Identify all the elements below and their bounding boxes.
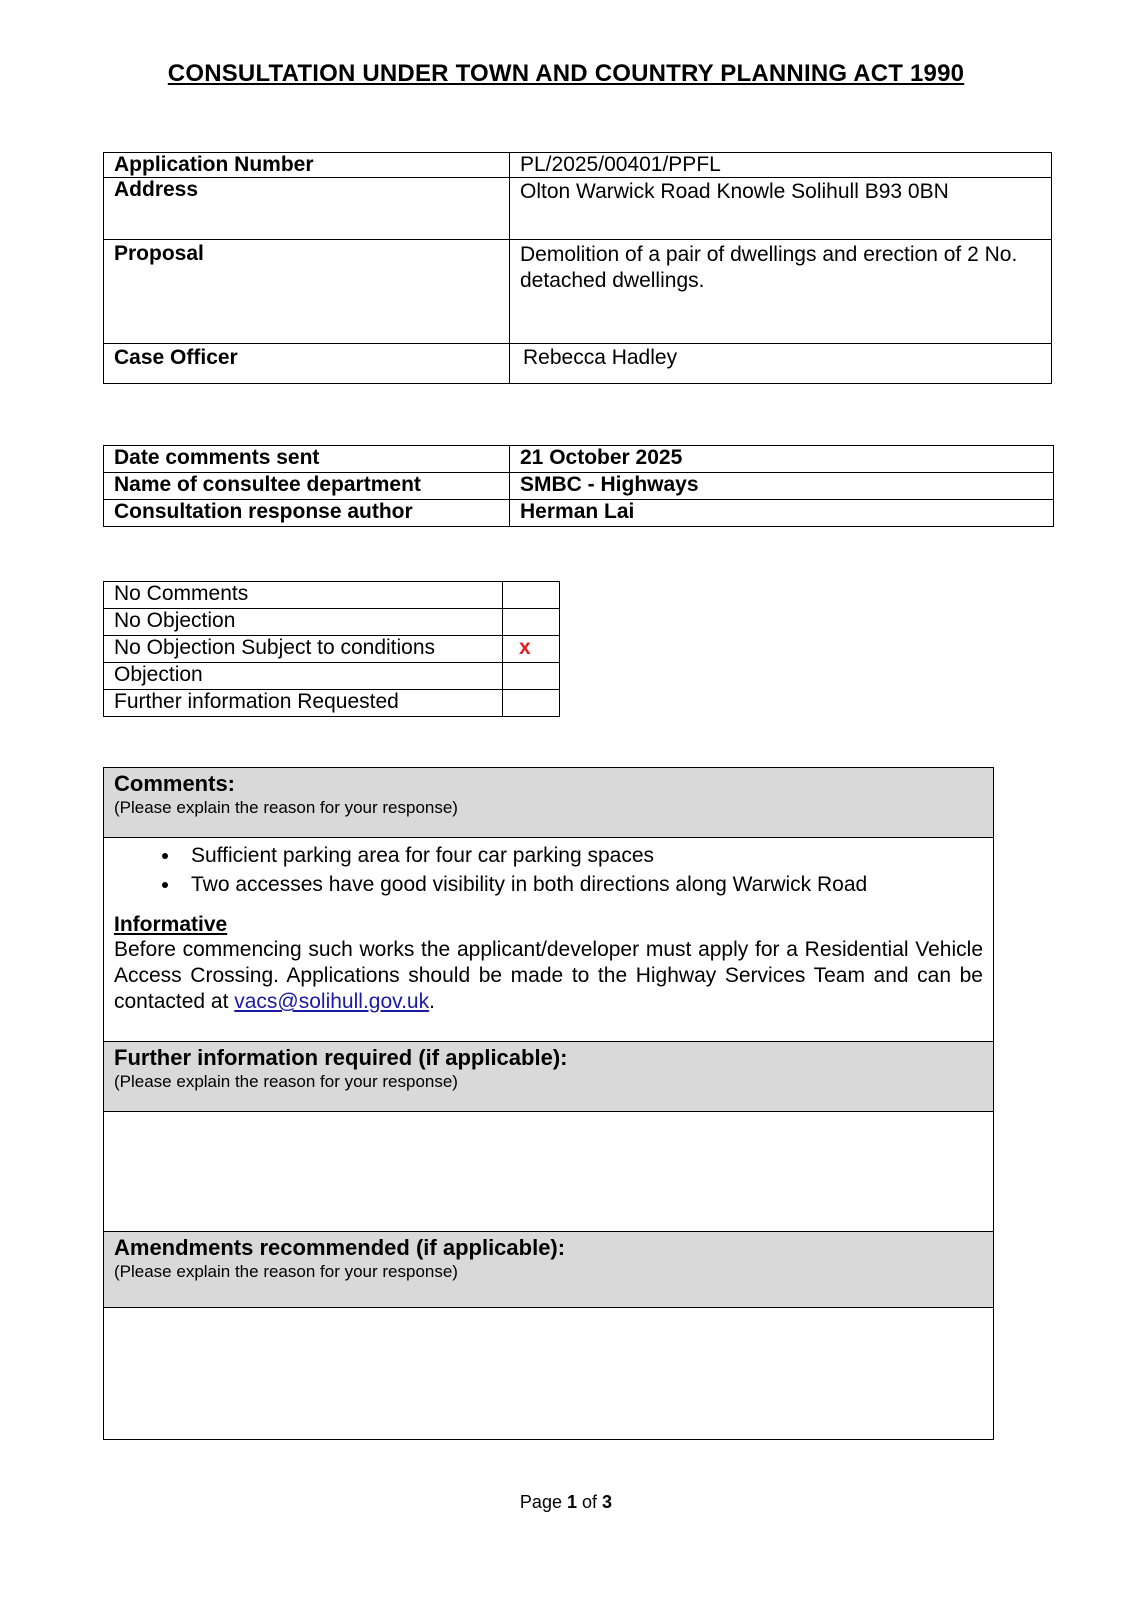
table-row xyxy=(104,446,1054,473)
comments-bullet-list xyxy=(114,841,983,899)
table-row xyxy=(104,690,560,717)
response-label: Objection xyxy=(104,663,503,690)
amendments-header-row xyxy=(104,1232,994,1308)
informative-heading: Informative xyxy=(114,913,228,936)
case-officer-value: Rebecca Hadley xyxy=(510,344,1052,384)
comments-heading: Comments: xyxy=(114,771,236,796)
further-info-subheading: (Please explain the reason for your response) xyxy=(114,1072,458,1091)
amendments-subheading: (Please explain the reason for your response) xyxy=(114,1262,458,1281)
email-link[interactable]: vacs@solihull.gov.uk xyxy=(234,990,430,1013)
informative-text-block xyxy=(114,937,983,1015)
response-checkbox[interactable] xyxy=(503,609,560,636)
response-label: No Objection xyxy=(104,609,503,636)
application-details-table xyxy=(103,152,1052,384)
page-number: 1 xyxy=(566,1492,577,1512)
of-word: of xyxy=(582,1492,598,1512)
table-row xyxy=(104,500,1054,527)
application-number-value: PL/2025/00401/PPFL xyxy=(510,153,1052,178)
table-row xyxy=(104,663,560,690)
further-info-header-cell xyxy=(104,1042,994,1112)
response-label: No Comments xyxy=(104,582,503,609)
response-checkbox-checked[interactable]: x xyxy=(503,636,560,663)
author-value: Herman Lai xyxy=(510,500,1054,527)
table-row xyxy=(104,473,1054,500)
proposal-label: Proposal xyxy=(104,240,510,344)
table-row xyxy=(104,153,1052,178)
comments-body-cell xyxy=(104,838,994,1042)
informative-text: Before commencing such works the applicant/developer must apply for a Residential Vehicle Access Crossing. Applications should be made to the Highway Services Team and can be contacted at xyxy=(114,938,983,1013)
response-checkbox[interactable] xyxy=(503,663,560,690)
table-row xyxy=(104,178,1052,240)
response-options-table xyxy=(103,581,560,717)
response-label: Further information Requested xyxy=(104,690,503,717)
comments-subheading: (Please explain the reason for your response) xyxy=(114,798,458,817)
response-checkbox[interactable] xyxy=(503,582,560,609)
amendments-header-cell xyxy=(104,1232,994,1308)
table-row xyxy=(104,344,1052,384)
further-info-body-cell[interactable] xyxy=(104,1112,994,1232)
further-info-heading: Further information required (if applicable): xyxy=(114,1045,568,1070)
further-info-header-row xyxy=(104,1042,994,1112)
response-label: No Objection Subject to conditions xyxy=(104,636,503,663)
amendments-body-row xyxy=(104,1308,994,1440)
table-row xyxy=(104,582,560,609)
date-sent-value: 21 October 2025 xyxy=(510,446,1054,473)
address-value: Olton Warwick Road Knowle Solihull B93 0BN xyxy=(510,178,1052,240)
table-row xyxy=(104,240,1052,344)
address-label: Address xyxy=(104,178,510,240)
date-sent-label: Date comments sent xyxy=(104,446,510,473)
comments-table xyxy=(103,767,994,1440)
page-total: 3 xyxy=(602,1492,613,1512)
comments-header-cell xyxy=(104,768,994,838)
table-row xyxy=(104,636,560,663)
department-value: SMBC - Highways xyxy=(510,473,1054,500)
page-word: Page xyxy=(519,1492,562,1512)
comments-body-row xyxy=(104,838,994,1042)
comments-header-row xyxy=(104,768,994,838)
list-item: • Two accesses have good visibility in both directions along Warwick Road xyxy=(181,870,983,899)
application-number-label: Application Number xyxy=(104,153,510,178)
table-row xyxy=(104,609,560,636)
further-info-body-row xyxy=(104,1112,994,1232)
case-officer-label: Case Officer xyxy=(104,344,510,384)
page-footer xyxy=(0,1492,1132,1513)
amendments-body-cell[interactable] xyxy=(104,1308,994,1440)
response-checkbox[interactable] xyxy=(503,690,560,717)
department-label: Name of consultee department xyxy=(104,473,510,500)
page-title: CONSULTATION UNDER TOWN AND COUNTRY PLANNING ACT 1990 xyxy=(167,60,965,87)
informative-end: . xyxy=(429,990,435,1013)
list-item: • Sufficient parking area for four car parking spaces xyxy=(181,841,983,870)
author-label: Consultation response author xyxy=(104,500,510,527)
consultation-info-table xyxy=(103,445,1054,527)
amendments-heading: Amendments recommended (if applicable): xyxy=(114,1235,566,1260)
proposal-value: Demolition of a pair of dwellings and erection of 2 No. detached dwellings. xyxy=(510,240,1052,344)
